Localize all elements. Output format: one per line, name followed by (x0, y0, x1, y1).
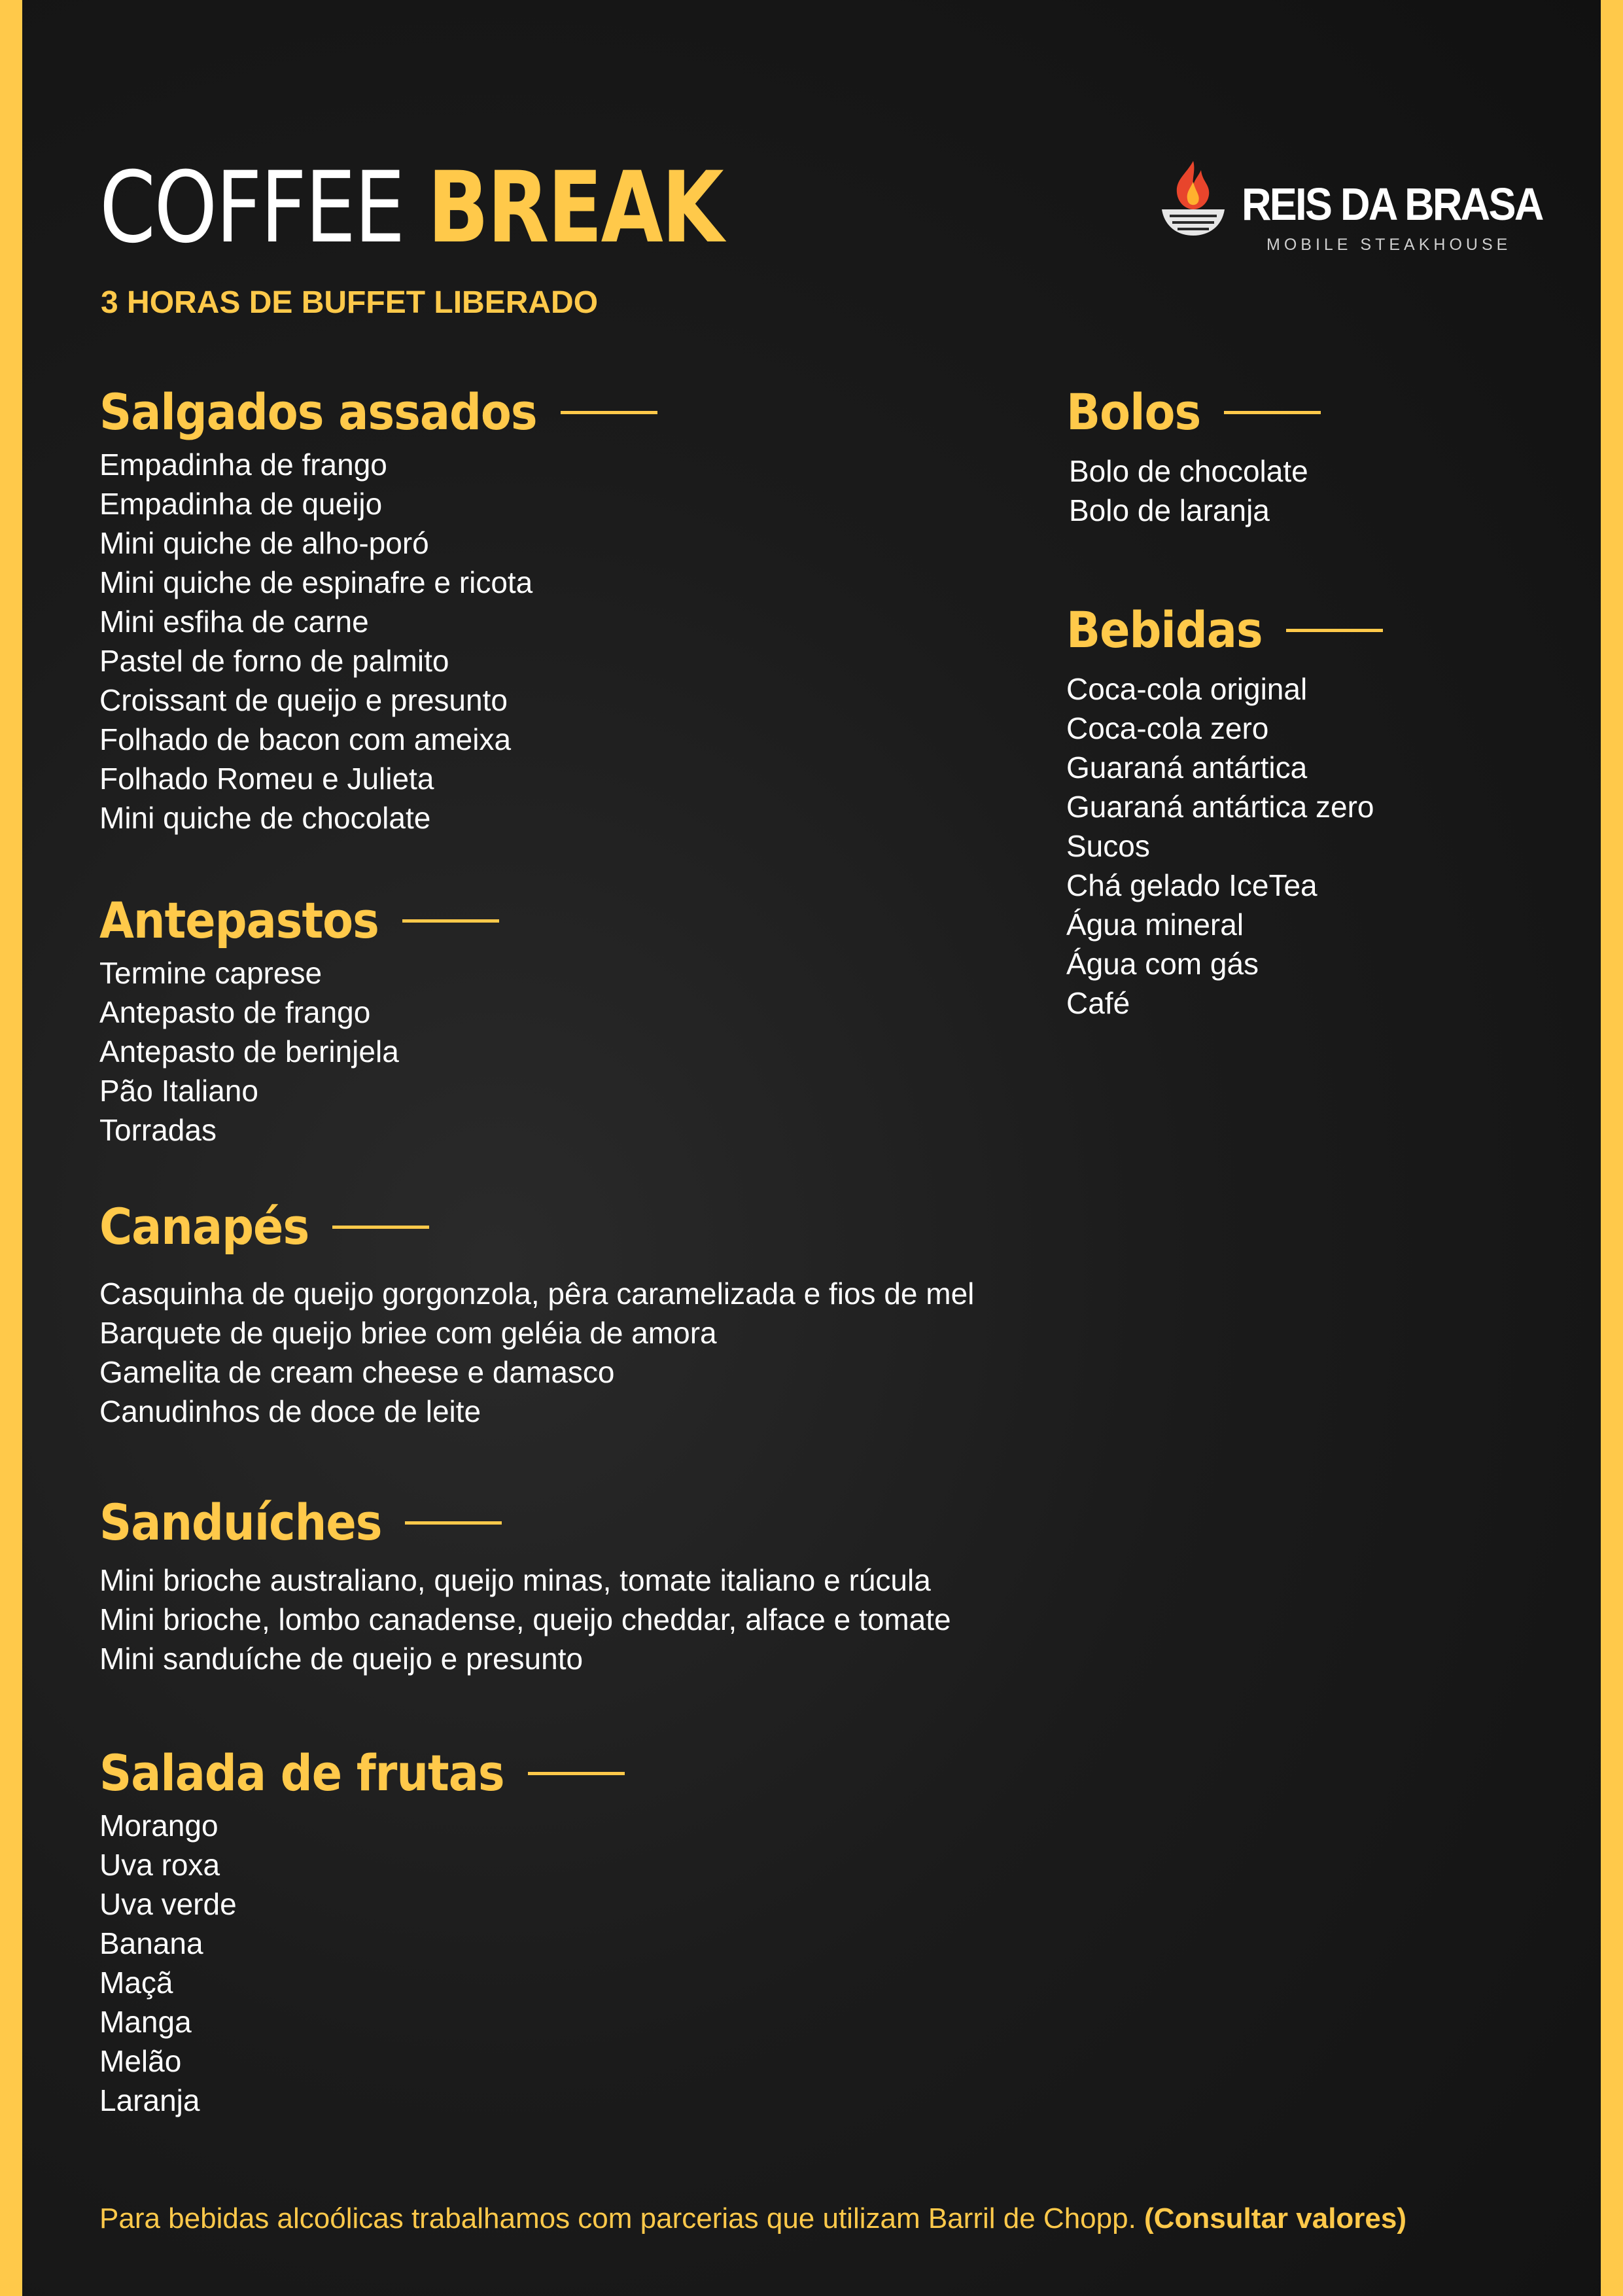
menu-item: Mini brioche, lombo canadense, queijo cheddar, alface e tomate (99, 1602, 951, 1636)
menu-item: Banana (99, 1926, 203, 1960)
menu-item: Canudinhos de doce de leite (99, 1394, 481, 1428)
section-title-text: Salada de frutas (99, 1744, 504, 1802)
page-subtitle: 3 HORAS DE BUFFET LIBERADO (101, 285, 599, 320)
footer-emphasis: (Consultar valores) (1144, 2202, 1407, 2234)
title-rule (1224, 411, 1321, 414)
menu-item: Uva roxa (99, 1848, 220, 1882)
brand-name: REIS DA BRASA (1242, 179, 1543, 230)
menu-item: Guaraná antártica (1066, 751, 1308, 785)
section-title (99, 1740, 625, 1806)
title-rule (332, 1226, 429, 1229)
menu-item: Mini quiche de espinafre e ricota (99, 565, 533, 599)
menu-item: Bolo de chocolate (1069, 454, 1308, 488)
menu-item: Morango (99, 1809, 218, 1843)
menu-item: Mini sanduíche de queijo e presunto (99, 1642, 584, 1676)
menu-item: Folhado Romeu e Julieta (99, 762, 434, 796)
title-rule (405, 1521, 502, 1525)
menu-item: Maçã (99, 1966, 173, 2000)
item-list (99, 445, 657, 838)
menu-item: Chá gelado IceTea (1066, 868, 1318, 902)
brand-tagline: MOBILE STEAKHOUSE (1266, 236, 1512, 254)
item-list (99, 1806, 625, 2120)
section-sanduiches (99, 1490, 951, 1678)
section-title-text: Antepastos (99, 891, 379, 949)
menu-item: Torradas (99, 1113, 217, 1147)
brand-logo (1154, 152, 1546, 263)
menu-item: Mini esfiha de carne (99, 605, 369, 639)
section-title-text: Salgados assados (99, 383, 537, 441)
title-rule (561, 411, 657, 414)
menu-item: Mini brioche australiano, queijo minas, tomate italiano e rúcula (99, 1563, 931, 1597)
menu-item: Água com gás (1066, 947, 1259, 981)
menu-item: Casquinha de queijo gorgonzola, pêra caramelizada e fios de mel (99, 1277, 975, 1311)
menu-item: Mini quiche de chocolate (99, 801, 431, 835)
menu-item: Bolo de laranja (1069, 493, 1270, 527)
menu-item: Guaraná antártica zero (1066, 790, 1374, 824)
menu-item: Água mineral (1066, 908, 1244, 942)
title-rule (528, 1772, 625, 1775)
menu-item: Antepasto de berinjela (99, 1034, 399, 1069)
title-coffee: COFFEE (99, 151, 404, 265)
section-antepastos (99, 888, 499, 1150)
menu-item: Gamelita de cream cheese e damasco (99, 1355, 615, 1389)
menu-item: Empadinha de queijo (99, 487, 383, 521)
menu-item: Croissant de queijo e presunto (99, 683, 508, 717)
menu-item: Coca-cola original (1066, 672, 1308, 706)
menu-item: Pão Italiano (99, 1074, 258, 1108)
menu-item: Empadinha de frango (99, 448, 387, 482)
item-list (1066, 669, 1383, 1023)
title-rule (402, 919, 499, 923)
menu-item: Uva verde (99, 1887, 237, 1921)
menu-item: Pastel de forno de palmito (99, 644, 449, 678)
menu-item: Melão (99, 2044, 182, 2078)
section-bolos (1066, 380, 1321, 530)
section-canapes (99, 1194, 974, 1431)
menu-item: Coca-cola zero (1066, 711, 1269, 745)
menu-item: Barquete de queijo briee com geléia de amora (99, 1316, 717, 1350)
menu-item: Termine caprese (99, 956, 323, 990)
title-rule (1286, 629, 1383, 632)
item-list (99, 1561, 951, 1678)
page-title (99, 149, 722, 267)
section-title (99, 888, 499, 953)
section-title (99, 1490, 951, 1555)
menu-item: Folhado de bacon com ameixa (99, 722, 512, 756)
section-title-text: Canapés (99, 1197, 309, 1256)
menu-item: Mini quiche de alho-poró (99, 526, 429, 560)
menu-item: Manga (99, 2005, 192, 2039)
footer-note (99, 2202, 1406, 2235)
section-title-text: Bolos (1066, 383, 1201, 441)
title-break: BREAK (427, 151, 723, 265)
section-frutas (99, 1740, 625, 2120)
menu-item: Sucos (1066, 829, 1150, 863)
section-title (1066, 380, 1321, 445)
menu-item: Café (1066, 986, 1130, 1020)
section-bebidas (1066, 597, 1383, 1023)
footer-text: Para bebidas alcoólicas trabalhamos com parcerias que utilizam Barril de Chopp. (99, 2202, 1136, 2234)
section-title-text: Sanduíches (99, 1493, 382, 1551)
item-list (1066, 451, 1321, 530)
menu-item: Laranja (99, 2083, 200, 2117)
grill-flame-icon (1154, 156, 1232, 241)
section-title-text: Bebidas (1066, 601, 1263, 659)
item-list (99, 953, 499, 1150)
section-title (1066, 597, 1383, 663)
section-title (99, 380, 657, 445)
section-title (99, 1194, 974, 1260)
menu-page (22, 0, 1601, 2296)
menu-item: Antepasto de frango (99, 995, 371, 1029)
section-salgados (99, 380, 657, 838)
item-list (99, 1274, 974, 1431)
